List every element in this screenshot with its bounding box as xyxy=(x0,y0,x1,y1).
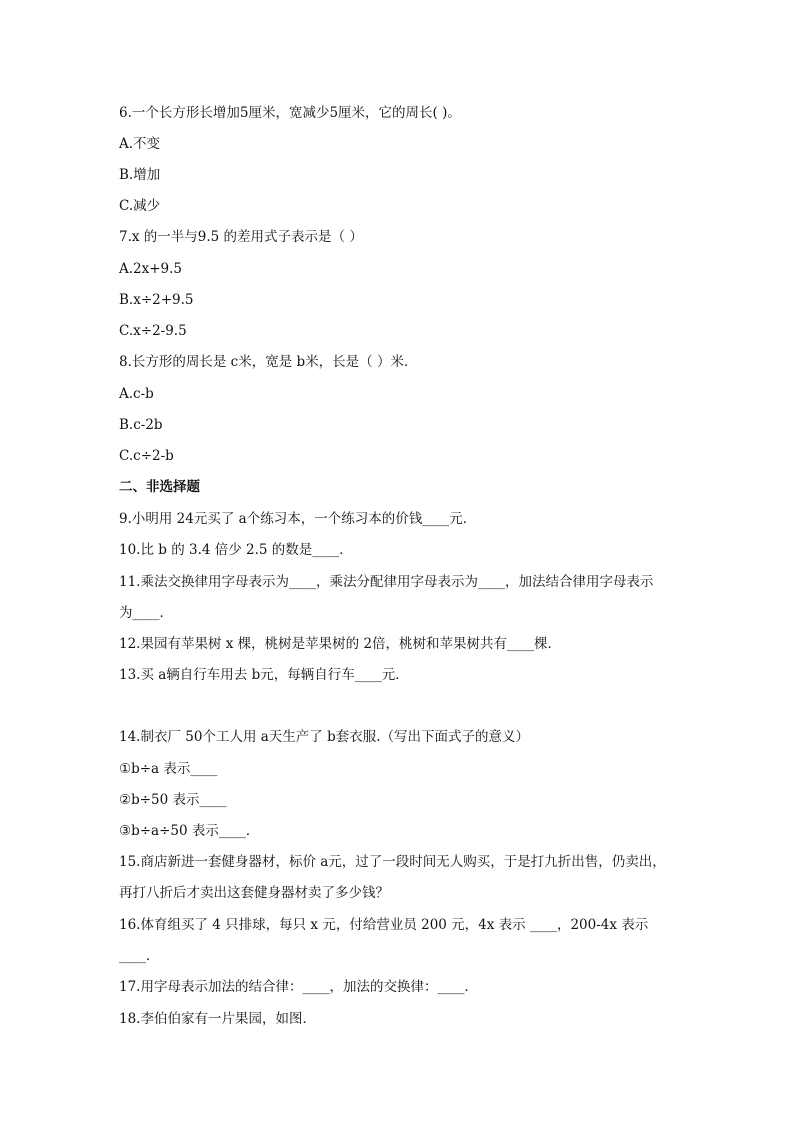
question-7-option-c: C.x÷2-9.5 xyxy=(119,323,187,339)
question-8-option-b: B.c-2b xyxy=(119,417,163,433)
question-16-line-1: 16.体育组买了 4 只排球，每只 x 元，付给营业员 200 元，4x 表示 ____，200-4x 表示 xyxy=(119,917,649,933)
question-8-option-c: C.c÷2-b xyxy=(119,448,174,464)
question-12: 12.果园有苹果树 x 棵，桃树是苹果树的 2倍，桃树和苹果树共有____棵． xyxy=(119,636,562,652)
question-9: 9.小明用 24元买了 a个练习本，一个练习本的价钱____元． xyxy=(119,511,477,527)
question-6-option-c: C.减少 xyxy=(119,198,161,214)
question-7-option-a: A.2x+9.5 xyxy=(119,261,183,277)
question-7-option-b: B.x÷2+9.5 xyxy=(119,292,194,308)
question-18: 18.李伯伯家有一片果园，如图． xyxy=(119,1011,316,1027)
question-6-option-b: B.增加 xyxy=(119,167,161,183)
question-6: 6.一个长方形长增加5厘米，宽减少5厘米，它的周长( )。 xyxy=(119,105,461,121)
question-15-line-1: 15.商店新进一套健身器材，标价 a元，过了一段时间无人购买，于是打九折出售，仍卖出， xyxy=(119,854,666,870)
question-16-line-2: ____． xyxy=(119,948,160,964)
question-7: 7.x 的一半与9.5 的差用式子表示是（ ） xyxy=(119,229,363,245)
section-title: 二、非选择题 xyxy=(119,479,200,495)
question-8: 8.长方形的周长是 c米，宽是 b米，长是（ ）米． xyxy=(119,354,418,370)
question-8-option-a: A.c-b xyxy=(119,386,154,402)
question-15-line-2: 再打八折后才卖出这套健身器材卖了多少钱？ xyxy=(119,885,389,901)
question-14-part-3: ③b÷a÷50 表示____． xyxy=(119,823,260,839)
question-11-line-2: 为____． xyxy=(119,605,173,621)
question-6-option-a: A.不变 xyxy=(119,136,161,152)
question-10: 10.比 b 的 3.4 倍少 2.5 的数是____． xyxy=(119,542,353,558)
question-11-line-1: 11.乘法交换律用字母表示为____，乘法分配律用字母表示为____，加法结合律用字母表示 xyxy=(119,574,654,590)
question-14-part-1: ①b÷a 表示____ xyxy=(119,761,218,777)
question-13: 13.买 a辆自行车用去 b元，每辆自行车____元． xyxy=(119,667,409,683)
question-14: 14.制衣厂 50个工人用 a天生产了 b套衣服.（写出下面式子的意义） xyxy=(119,729,530,745)
question-17: 17.用字母表示加法的结合律：____，加法的交换律：____． xyxy=(119,979,478,995)
question-14-part-2: ②b÷50 表示____ xyxy=(119,792,227,808)
